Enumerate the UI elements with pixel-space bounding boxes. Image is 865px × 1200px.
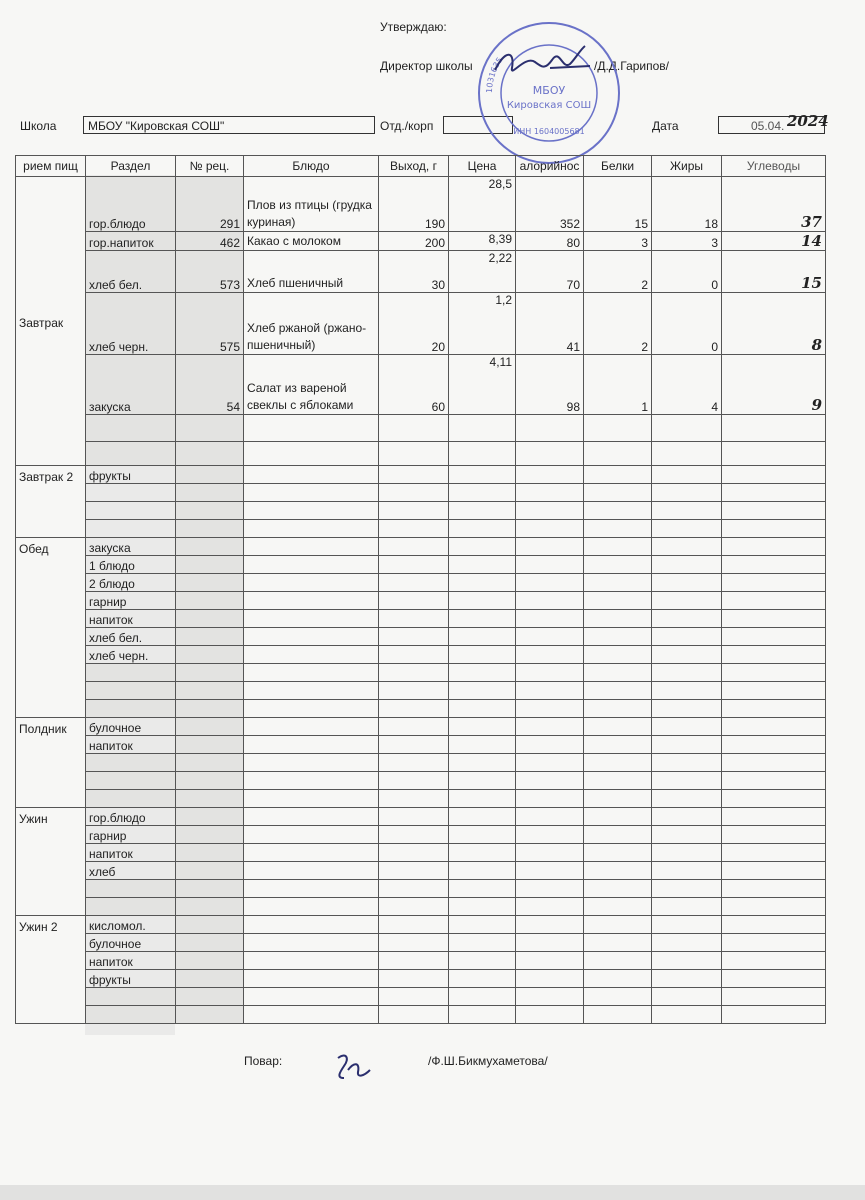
- table-row: [16, 844, 826, 862]
- meal-cell: Ужин: [16, 808, 86, 916]
- empty-row: [16, 442, 826, 466]
- dish-cell: Хлеб пшеничный: [244, 251, 379, 293]
- empty-row: [16, 415, 826, 442]
- fat-cell: 0: [652, 251, 722, 293]
- dish-cell: Салат из вареной свеклы с яблоками: [244, 355, 379, 415]
- recipe-cell: 462: [176, 232, 244, 251]
- fat-cell: 4: [652, 355, 722, 415]
- section-cell: фрукты: [86, 466, 176, 484]
- section-cell: напиток: [86, 844, 176, 862]
- carbs-cell: 15: [722, 251, 826, 293]
- yield-cell: 200: [379, 232, 449, 251]
- recipe-cell: 54: [176, 355, 244, 415]
- table-row: [16, 628, 826, 646]
- table-row: [16, 826, 826, 844]
- table-row: [16, 293, 826, 355]
- carbs-cell: 9: [722, 355, 826, 415]
- empty-row: [16, 898, 826, 916]
- col-protein-header: Белки: [584, 156, 652, 177]
- section-cell: напиток: [86, 736, 176, 754]
- price-cell: 4,11: [449, 355, 516, 415]
- section-cell: закуска: [86, 538, 176, 556]
- stamp-line1: МБОУ: [532, 84, 566, 97]
- protein-cell: 2: [584, 293, 652, 355]
- table-row: [16, 574, 826, 592]
- meal-cell: Ужин 2: [16, 916, 86, 1024]
- kcal-cell: 70: [516, 251, 584, 293]
- section-cell: гарнир: [86, 826, 176, 844]
- section-cell: гор.блюдо: [86, 808, 176, 826]
- section-cell: хлеб бел.: [86, 251, 176, 293]
- yield-cell: 30: [379, 251, 449, 293]
- dish-cell: Какао с молоком: [244, 232, 379, 251]
- table-row: [16, 916, 826, 934]
- dish-cell: Плов из птицы (грудка куриная): [244, 177, 379, 232]
- yield-cell: 190: [379, 177, 449, 232]
- section-cell: хлеб бел.: [86, 628, 176, 646]
- stamp-line2: Кировская СОШ: [506, 100, 592, 111]
- carbs-cell: 37: [722, 177, 826, 232]
- date-field: [718, 112, 829, 134]
- approve-label: Утверждаю:: [380, 20, 447, 34]
- empty-row: [16, 1006, 826, 1024]
- empty-row: [16, 754, 826, 772]
- stamp-ogrn: 1031635: [484, 55, 505, 94]
- cook-signature: [330, 1048, 380, 1088]
- section-cell: напиток: [86, 952, 176, 970]
- dish-cell: Хлеб ржаной (ржано-пшеничный): [244, 293, 379, 355]
- menu-table: [15, 155, 826, 1024]
- empty-row: [16, 790, 826, 808]
- empty-row: [16, 772, 826, 790]
- cook-name: /Ф.Ш.Бикмухаметова/: [428, 1054, 548, 1068]
- kcal-cell: 80: [516, 232, 584, 251]
- empty-row: [16, 880, 826, 898]
- price-cell: 8,39: [449, 232, 516, 251]
- dept-label: Отд./корп: [380, 119, 434, 133]
- col-carbs-header: Углеводы: [722, 156, 826, 177]
- protein-cell: 15: [584, 177, 652, 232]
- empty-row: [16, 484, 826, 502]
- fat-cell: 3: [652, 232, 722, 251]
- school-field: МБОУ "Кировская СОШ": [83, 116, 375, 134]
- empty-row: [16, 502, 826, 520]
- section-cell: кисломол.: [86, 916, 176, 934]
- yield-cell: 20: [379, 293, 449, 355]
- table-row: [16, 251, 826, 293]
- section-cell: фрукты: [86, 970, 176, 988]
- col-recipe-header: № рец.: [176, 156, 244, 177]
- empty-row: [16, 664, 826, 682]
- empty-row: [16, 700, 826, 718]
- section-cell: гор.блюдо: [86, 177, 176, 232]
- table-row: [16, 556, 826, 574]
- fat-cell: 18: [652, 177, 722, 232]
- kcal-cell: 41: [516, 293, 584, 355]
- section-cell: хлеб: [86, 862, 176, 880]
- table-row: [16, 718, 826, 736]
- section-cell: гарнир: [86, 592, 176, 610]
- date-label: Дата: [652, 119, 679, 133]
- table-row: [16, 862, 826, 880]
- school-label: Школа: [20, 119, 57, 133]
- recipe-cell: 291: [176, 177, 244, 232]
- director-name: /Д.Д.Гарипов/: [594, 59, 670, 73]
- table-row: [16, 538, 826, 556]
- price-cell: 2,22: [449, 251, 516, 293]
- col-dish-header: Блюдо: [244, 156, 379, 177]
- table-row: [16, 646, 826, 664]
- table-row: [16, 970, 826, 988]
- table-row: [16, 232, 826, 251]
- yield-cell: 60: [379, 355, 449, 415]
- section-cell: напиток: [86, 610, 176, 628]
- section-cell: булочное: [86, 934, 176, 952]
- meal-cell: Полдник: [16, 718, 86, 808]
- scan-shadow: [0, 1185, 865, 1200]
- section-cell: гор.напиток: [86, 232, 176, 251]
- table-row: [16, 177, 826, 232]
- cook-label: Повар:: [244, 1054, 283, 1068]
- col-yield-header: Выход, г: [379, 156, 449, 177]
- director-signature: [490, 40, 600, 85]
- table-row: [16, 736, 826, 754]
- table-row: [16, 592, 826, 610]
- meal-cell: Завтрак 2: [16, 466, 86, 538]
- price-cell: 1,2: [449, 293, 516, 355]
- section-cell: хлеб черн.: [86, 646, 176, 664]
- table-row: [16, 934, 826, 952]
- protein-cell: 3: [584, 232, 652, 251]
- section-cell: 2 блюдо: [86, 574, 176, 592]
- protein-cell: 2: [584, 251, 652, 293]
- empty-row: [16, 520, 826, 538]
- kcal-cell: 352: [516, 177, 584, 232]
- kcal-cell: 98: [516, 355, 584, 415]
- stamp-inn: ИНН 1604005681: [513, 127, 585, 136]
- date-year-handwritten: 2024: [787, 112, 829, 130]
- recipe-cell: 573: [176, 251, 244, 293]
- empty-row: [16, 988, 826, 1006]
- empty-row: [16, 682, 826, 700]
- director-label: Директор школы: [380, 59, 473, 73]
- col-meal-header: рием пищ: [16, 156, 86, 177]
- table-row: [16, 355, 826, 415]
- col-fat-header: Жиры: [652, 156, 722, 177]
- section-cell: 1 блюдо: [86, 556, 176, 574]
- section-cell: хлеб черн.: [86, 293, 176, 355]
- price-cell: 28,5: [449, 177, 516, 232]
- table-row: [16, 808, 826, 826]
- carbs-cell: 8: [722, 293, 826, 355]
- table-row: [16, 610, 826, 628]
- recipe-cell: 575: [176, 293, 244, 355]
- date-value: 05.04.: [751, 119, 785, 133]
- table-row: [16, 952, 826, 970]
- col-kcal-header: алорийнос: [516, 156, 584, 177]
- fat-cell: 0: [652, 293, 722, 355]
- col-section-header: Раздел: [86, 156, 176, 177]
- carbs-cell: 14: [722, 232, 826, 251]
- table-header-row: [16, 156, 826, 177]
- table-row: [16, 466, 826, 484]
- protein-cell: 1: [584, 355, 652, 415]
- meal-cell: Завтрак: [16, 177, 86, 466]
- meal-cell: Обед: [16, 538, 86, 718]
- section-cell: закуска: [86, 355, 176, 415]
- col-price-header: Цена: [449, 156, 516, 177]
- section-cell: булочное: [86, 718, 176, 736]
